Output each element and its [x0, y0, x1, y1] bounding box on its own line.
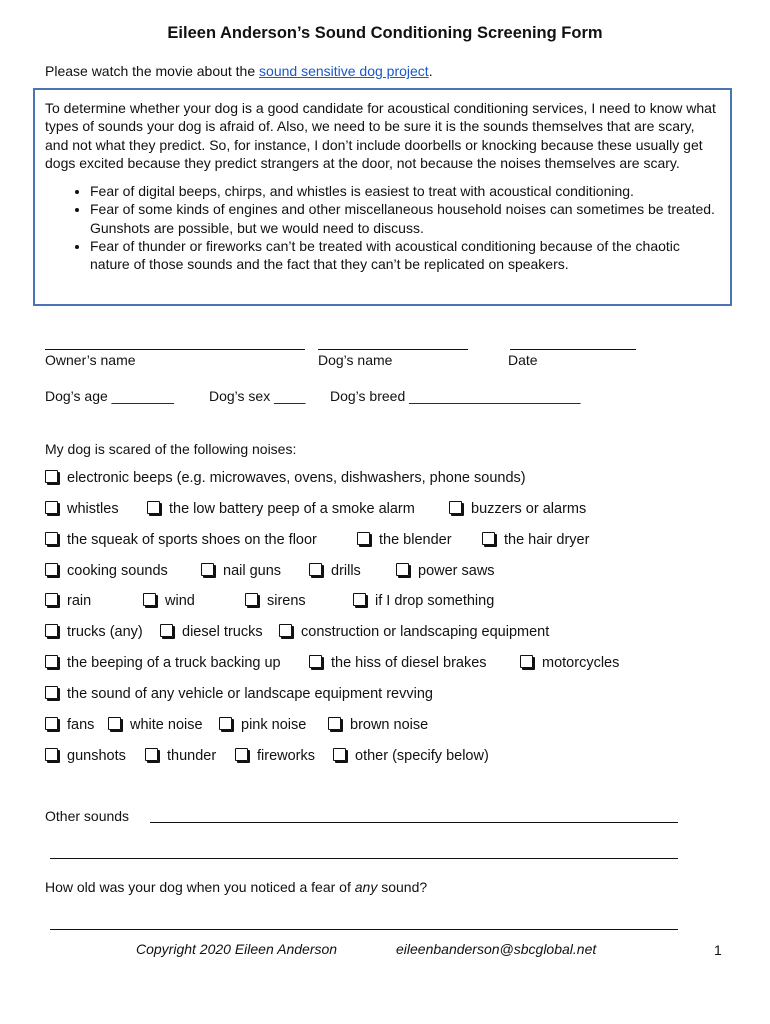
dog-name-label: Dog’s name: [318, 352, 393, 368]
noise-option[interactable]: [45, 470, 526, 486]
dog-sex-field[interactable]: Dog’s sex ____: [209, 388, 306, 404]
checkbox-icon[interactable]: [45, 717, 58, 730]
checkbox-icon[interactable]: [45, 593, 58, 606]
noise-option-label: diesel trucks: [182, 624, 263, 640]
dog-breed-field[interactable]: Dog’s breed ______________________: [330, 388, 581, 404]
noise-option[interactable]: [235, 748, 315, 764]
noise-option-label: the low battery peep of a smoke alarm: [169, 501, 415, 517]
noise-option-label: electronic beeps (e.g. microwaves, ovens, dishwashers, phone sounds): [67, 470, 526, 486]
noise-option-label: sirens: [267, 593, 306, 609]
noise-option-label: the blender: [379, 532, 452, 548]
checkbox-icon[interactable]: [219, 717, 232, 730]
checkbox-icon[interactable]: [449, 501, 462, 514]
checkbox-icon[interactable]: [45, 748, 58, 761]
noise-option[interactable]: [328, 717, 428, 733]
noise-option[interactable]: [353, 593, 494, 609]
noise-option[interactable]: [45, 655, 281, 671]
checkbox-icon[interactable]: [143, 593, 156, 606]
noise-option-label: wind: [165, 593, 195, 609]
noise-option[interactable]: [245, 593, 306, 609]
noise-option-label: if I drop something: [375, 593, 495, 609]
checkbox-icon[interactable]: [520, 655, 533, 668]
noise-option-label: brown noise: [350, 717, 429, 733]
footer-email: eileenbanderson@sbcglobal.net: [396, 941, 597, 957]
dog-age-field[interactable]: Dog’s age ________: [45, 388, 174, 404]
noise-option[interactable]: [45, 624, 143, 640]
noise-option-label: drills: [331, 563, 361, 579]
page-number: 1: [714, 942, 722, 958]
intro-line: [45, 63, 433, 79]
noise-option-label: fireworks: [257, 748, 316, 764]
noise-option-label: trucks (any): [67, 624, 143, 640]
noise-option-label: whistles: [67, 501, 119, 517]
noise-option-label: the squeak of sports shoes on the floor: [67, 532, 317, 548]
noise-option[interactable]: [449, 501, 586, 517]
checkbox-icon[interactable]: [482, 532, 495, 545]
checkbox-icon[interactable]: [357, 532, 370, 545]
noise-option[interactable]: [520, 655, 619, 671]
other-sounds-line-2[interactable]: [50, 858, 678, 859]
checkbox-icon[interactable]: [108, 717, 121, 730]
checkbox-icon[interactable]: [145, 748, 158, 761]
age-question-prefix: How old was your dog when you noticed a fear of: [45, 879, 355, 895]
checkbox-icon[interactable]: [45, 532, 58, 545]
noise-option[interactable]: [357, 532, 452, 548]
age-question: [45, 879, 427, 895]
noise-option-label: other (specify below): [355, 748, 489, 764]
info-paragraph: To determine whether your dog is a good candidate for acoustical conditioning services, I need to know what types of sounds your dog is afraid of. Also, we need to be sure it is the sounds themselves that are scary, and not what they predict. So, for instance, I don’t include doorbells or knocking because these usually get dogs excited because they predict strangers at the door, not because the noises themselves are scary.: [45, 100, 716, 171]
noise-option[interactable]: [45, 686, 433, 702]
noise-option[interactable]: [45, 501, 119, 517]
checkbox-icon[interactable]: [396, 563, 409, 576]
checkbox-icon[interactable]: [201, 563, 214, 576]
noise-option[interactable]: [45, 717, 94, 733]
noise-option-label: nail guns: [223, 563, 282, 579]
footer-copyright: Copyright 2020 Eileen Anderson: [136, 941, 338, 957]
checkbox-icon[interactable]: [309, 655, 322, 668]
other-sounds-line-1[interactable]: [150, 822, 678, 823]
checkbox-icon[interactable]: [279, 624, 292, 637]
noise-option-label: buzzers or alarms: [471, 501, 587, 517]
noise-option[interactable]: [201, 563, 281, 579]
checkbox-icon[interactable]: [333, 748, 346, 761]
noise-option-label: power saws: [418, 563, 495, 579]
checkbox-icon[interactable]: [160, 624, 173, 637]
noise-option-label: cooking sounds: [67, 563, 168, 579]
checkbox-icon[interactable]: [45, 470, 58, 483]
date-line[interactable]: [510, 349, 636, 350]
noise-option-label: white noise: [130, 717, 203, 733]
noise-option[interactable]: [309, 655, 487, 671]
scared-of-label: My dog is scared of the following noises:: [45, 441, 297, 457]
noise-option-label: the hiss of diesel brakes: [331, 655, 487, 671]
noise-option[interactable]: [45, 563, 168, 579]
noise-option[interactable]: [482, 532, 589, 548]
info-bullet: • Fear of some kinds of engines and other miscellaneous household noises can sometimes be treated. Gunshots are possible, but we would need to discuss.: [90, 200, 720, 237]
noise-option-label: gunshots: [67, 748, 126, 764]
checkbox-icon[interactable]: [45, 501, 58, 514]
age-answer-line[interactable]: [50, 929, 678, 930]
noise-option-label: thunder: [167, 748, 217, 764]
noise-option-label: construction or landscaping equipment: [301, 624, 550, 640]
info-box: [33, 88, 732, 306]
checkbox-icon[interactable]: [309, 563, 322, 576]
noise-option[interactable]: [45, 593, 91, 609]
noise-option[interactable]: [160, 624, 263, 640]
project-link[interactable]: sound sensitive dog project: [259, 63, 429, 79]
checkbox-icon[interactable]: [45, 624, 58, 637]
noise-option[interactable]: [143, 593, 195, 609]
noise-option-label: the sound of any vehicle or landscape equipment revving: [67, 686, 433, 702]
owner-name-label: Owner’s name: [45, 352, 136, 368]
noise-option[interactable]: [145, 748, 216, 764]
date-label: Date: [508, 352, 538, 368]
form-title: Eileen Anderson’s Sound Conditioning Screening Form: [167, 24, 603, 42]
checkbox-icon[interactable]: [328, 717, 341, 730]
age-question-emphasis: any: [354, 879, 378, 895]
checkbox-icon[interactable]: [353, 593, 366, 606]
noise-option[interactable]: [45, 748, 126, 764]
checkbox-icon[interactable]: [245, 593, 258, 606]
noise-option[interactable]: [279, 624, 549, 640]
checkbox-icon[interactable]: [45, 655, 58, 668]
checkbox-icon[interactable]: [45, 686, 58, 699]
noise-option-label: the hair dryer: [504, 532, 590, 548]
checkbox-icon[interactable]: [235, 748, 248, 761]
noise-option[interactable]: [45, 532, 317, 548]
noise-option-label: motorcycles: [542, 655, 620, 671]
intro-suffix: .: [428, 63, 433, 79]
intro-prefix: Please watch the movie about the: [45, 63, 260, 79]
other-sounds-label: Other sounds: [45, 808, 130, 824]
noise-option-label: rain: [67, 593, 92, 609]
noise-option[interactable]: [147, 501, 415, 517]
dog-name-line[interactable]: [318, 349, 468, 350]
noise-option[interactable]: [219, 717, 306, 733]
noise-option[interactable]: [333, 748, 489, 764]
owner-name-line[interactable]: [45, 349, 305, 350]
checkbox-icon[interactable]: [45, 563, 58, 576]
info-bullet: • Fear of thunder or fireworks can’t be treated with acoustical conditioning because of the chaotic nature of those sounds and the fact that they can’t be replicated on speakers.: [90, 237, 720, 274]
noise-option[interactable]: [396, 563, 495, 579]
noise-option-label: pink noise: [241, 717, 307, 733]
noise-option-label: the beeping of a truck backing up: [67, 655, 281, 671]
age-question-suffix: sound?: [377, 879, 428, 895]
noise-option[interactable]: [108, 717, 203, 733]
noise-option[interactable]: [309, 563, 361, 579]
noise-option-label: fans: [67, 717, 95, 733]
info-bullets: [45, 182, 720, 273]
info-bullet: • Fear of digital beeps, chirps, and whistles is easiest to treat with acoustical conditioning.: [90, 182, 720, 200]
checkbox-icon[interactable]: [147, 501, 160, 514]
